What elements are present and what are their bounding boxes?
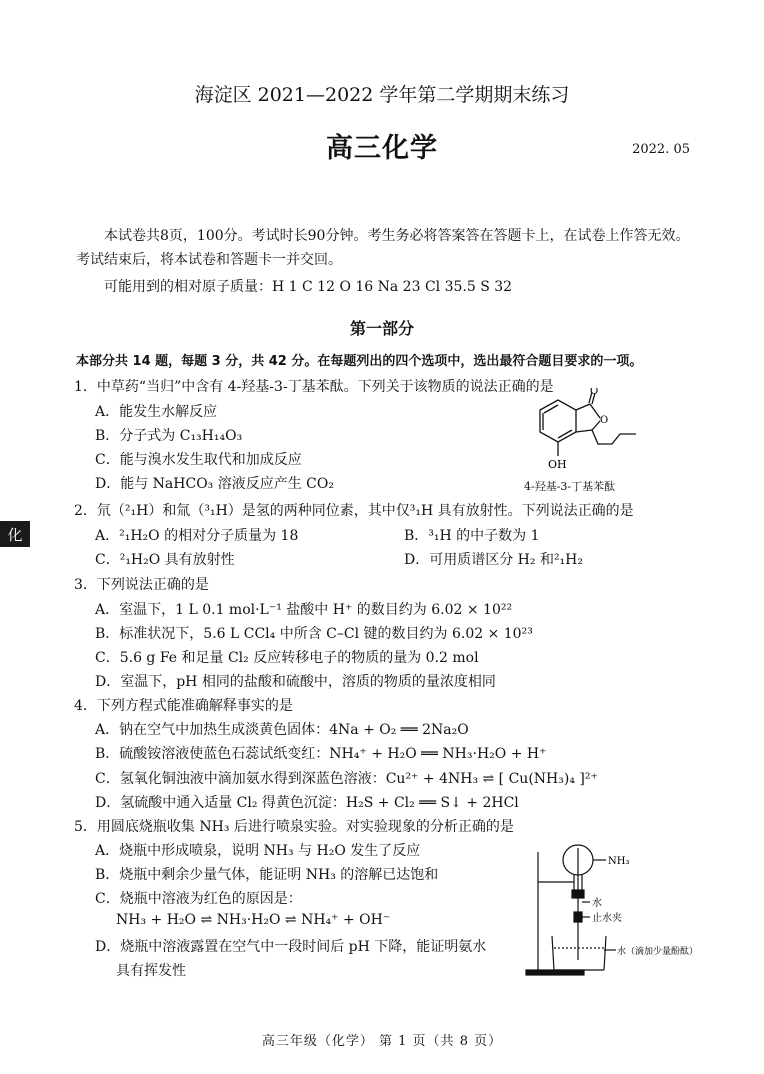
q5-option-c: C．烧瓶中溶液为红色的原因是：: [95, 891, 302, 907]
q4-option-c: C．氢氧化铜浊液中滴加氨水得到深蓝色溶液：Cu²⁺ + 4NH₃ ⇌ [ Cu(NH₃)₄ ]²⁺: [95, 771, 598, 787]
oh-label: OH: [548, 458, 567, 471]
ring-o-label: O: [600, 415, 609, 426]
question-5-stem: 5．用圆底烧瓶收集 NH₃ 后进行喷泉实验。对实验现象的分析正确的是: [74, 819, 514, 835]
q5-option-a: A．烧瓶中形成喷泉，说明 NH₃ 与 H₂O 发生了反应: [95, 843, 421, 859]
q4-option-a: A．钠在空气中加热生成淡黄色固体：4Na + O₂ ══ 2Na₂O: [95, 722, 469, 738]
q3-option-b: B．标准状况下，5.6 L CCl₄ 中所含 C–Cl 键的数目约为 6.02 × 10²³: [95, 626, 533, 642]
q1-option-b: B．分子式为 C₁₃H₁₄O₃: [95, 428, 243, 444]
page-footer: 高三年级（化学） 第 1 页（共 8 页）: [261, 1034, 503, 1049]
question-1-stem: 1．中草药“当归”中含有 4-羟基-3-丁基苯酞。下列关于该物质的说法正确的是: [74, 379, 554, 395]
q4-option-b: B．硫酸铵溶液使蓝色石蕊试纸变红：NH₄⁺ + H₂O ══ NH₃·H₂O + H⁺: [95, 746, 547, 762]
q5-option-c-equation: NH₃ + H₂O ⇌ NH₃·H₂O ⇌ NH₄⁺ + OH⁻: [116, 912, 391, 928]
q1-option-a: A．能发生水解反应: [95, 404, 218, 420]
q2-option-a: A．²₁H₂O 的相对分子质量为 18: [95, 528, 299, 544]
q5-option-b: B．烧瓶中剩余少量气体，能证明 NH₃ 的溶解已达饱和: [95, 867, 439, 883]
q4-option-d: D．氢硫酸中通入适量 Cl₂ 得黄色沉淀：H₂S + Cl₂ ══ S↓ + 2HCl: [95, 795, 519, 811]
atomic-masses: 可能用到的相对原子质量：H 1 C 12 O 16 Na 23 Cl 35.5 S 32: [104, 279, 513, 295]
carbonyl-o-label: O: [590, 388, 599, 397]
question-2-stem: 2．氘（²₁H）和氚（³₁H）是氢的两种同位素，其中仅³₁H 具有放射性。下列说法正确的是: [74, 503, 634, 519]
q1-option-d: D．能与 NaHCO₃ 溶液反应产生 CO₂: [95, 476, 334, 492]
molecule-structure-figure: [512, 388, 652, 476]
q5-option-d: D．烧瓶中溶液露置在空气中一段时间后 pH 下降，能证明氨水: [95, 939, 487, 955]
q5-option-d-continuation: 具有挥发性: [116, 963, 186, 979]
intro-paragraph: 本试卷共8页，100分。考试时长90分钟。考生务必将答案答在答题卡上，在试卷上作答无效。考试结束后，将本试卷和答题卡一并交回。: [76, 228, 690, 268]
subject-title: 高三化学: [326, 133, 438, 164]
q1-option-c: C．能与溴水发生取代和加成反应: [95, 452, 302, 468]
exam-title: 海淀区 2021—2022 学年第二学期期末练习: [194, 84, 570, 106]
q2-option-c: C．²₁H₂O 具有放射性: [95, 552, 235, 568]
beaker-water-label: 水（滴加少量酚酞）: [617, 947, 699, 957]
nh3-label: NH₃: [608, 856, 630, 867]
q3-option-d: D．室温下，pH 相同的盐酸和硫酸中，溶质的物质的量浓度相同: [95, 674, 496, 690]
exam-date: 2022. 05: [632, 142, 690, 157]
q2-option-b: B．³₁H 的中子数为 1: [404, 528, 540, 544]
molecule-caption: 4-羟基-3-丁基苯酞: [524, 480, 616, 493]
section-instructions: 本部分共 14 题，每题 3 分，共 42 分。在每题列出的四个选项中，选出最符合题目要求的一项。: [76, 354, 643, 369]
water-label: 水: [592, 898, 602, 909]
clamp-label: 止水夹: [592, 913, 622, 924]
q3-option-a: A．室温下，1 L 0.1 mol·L⁻¹ 盐酸中 H⁺ 的数目约为 6.02 × 10²²: [95, 602, 513, 618]
question-3-stem: 3．下列说法正确的是: [74, 577, 209, 593]
q2-option-d: D．可用质谱区分 H₂ 和²₁H₂: [404, 552, 583, 568]
q3-option-c: C．5.6 g Fe 和足量 Cl₂ 反应转移电子的物质的量为 0.2 mol: [95, 650, 479, 666]
fountain-apparatus-figure: [524, 842, 704, 978]
section-title: 第一部分: [349, 319, 414, 338]
question-4-stem: 4．下列方程式能准确解释事实的是: [74, 698, 293, 714]
subject-side-tab: 化: [0, 521, 30, 547]
